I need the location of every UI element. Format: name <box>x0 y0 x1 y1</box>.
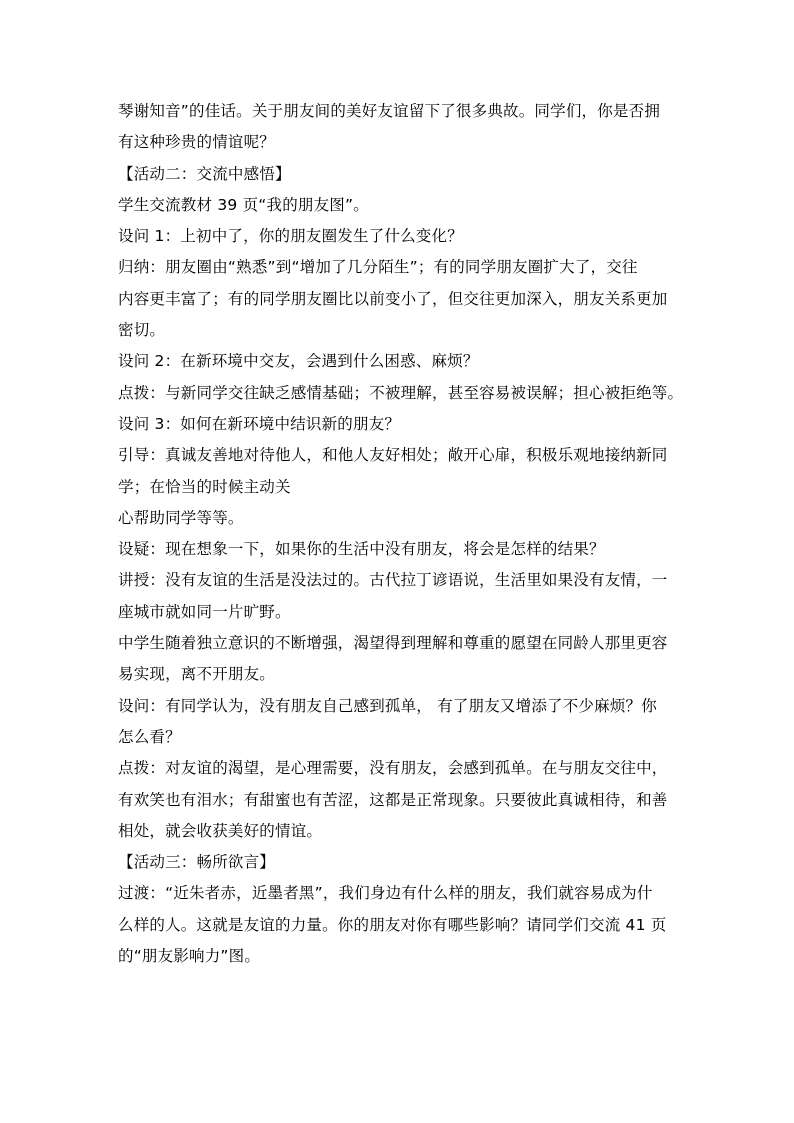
text-line: 琴谢知音”的佳话。关于朋友间的美好友谊留下了很多典故。同学们，你是否拥 <box>118 102 661 120</box>
text-line: 内容更丰富了；有的同学朋友圈比以前变小了，但交往更加深入，朋友关系更加 <box>118 289 668 308</box>
text-line: 中学生随着独立意识的不断增强，渴望得到理解和尊重的愿望在同龄人那里更容 <box>118 634 668 653</box>
text-line: 相处，就会收获美好的情谊。 <box>118 821 323 840</box>
text-line: 引导：真诚友善地对待他人，和他人友好相处；敞开心扉，积极乐观地接纳新同 <box>118 446 668 465</box>
text-line: 有欢笑也有泪水；有甜蜜也有苦涩，这都是正常现象。只要彼此真诚相待，和善 <box>118 790 668 809</box>
text-line: 的“朋友影响力”图。 <box>118 947 261 966</box>
question-line: 设问 2：在新环境中交友，会遇到什么困惑、麻烦？ <box>118 352 479 371</box>
text-line: 过渡：“近朱者赤，近墨者黑”，我们身边有什么样的朋友，我们就容易成为什 <box>118 884 653 903</box>
text-line: 易实现，离不开朋友。 <box>118 665 276 684</box>
section-heading: 【活动二：交流中感悟】 <box>118 164 291 183</box>
text-line: 学；在恰当的时候主动关 <box>118 477 291 496</box>
text-line: 密切。 <box>118 321 166 340</box>
question-line: 设问 1：上初中了，你的朋友圈发生了什么变化？ <box>118 227 463 246</box>
text-line: 点拨：与新同学交往缺乏感情基础；不被理解，甚至容易被误解；担心被拒绝等。 <box>118 383 684 402</box>
text-line: 么样的人。这就是友谊的力量。你的朋友对你有哪些影响？请同学们交流 41 页 <box>118 915 667 934</box>
section-heading: 【活动三：畅所欲言】 <box>118 853 276 872</box>
question-line: 设疑：现在想象一下，如果你的生活中没有朋友，将会是怎样的结果？ <box>118 540 605 559</box>
question-line: 设问：有同学认为，没有朋友自己感到孤单， 有了朋友又增添了不少麻烦？你 <box>118 696 657 715</box>
text-line: 讲授：没有友谊的生活是没法过的。古代拉丁谚语说，生活里如果没有友情，一 <box>118 571 668 590</box>
document-body <box>118 96 684 972</box>
text-line: 归纳：朋友圈由“熟悉”到“增加了几分陌生”；有的同学朋友圈扩大了，交往 <box>118 258 638 277</box>
text-line: 学生交流教材 39 页“我的朋友图”。 <box>118 195 369 214</box>
text-line: 怎么看？ <box>118 727 181 746</box>
text-line: 有这种珍贵的情谊呢？ <box>118 133 276 152</box>
question-line: 设问 3：如何在新环境中结识新的朋友？ <box>118 414 401 433</box>
text-line: 点拨：对友谊的渴望，是心理需要，没有朋友，会感到孤单。在与朋友交往中， <box>118 759 668 778</box>
text-line: 座城市就如同一片旷野。 <box>118 602 291 621</box>
text-line: 心帮助同学等等。 <box>118 508 244 527</box>
